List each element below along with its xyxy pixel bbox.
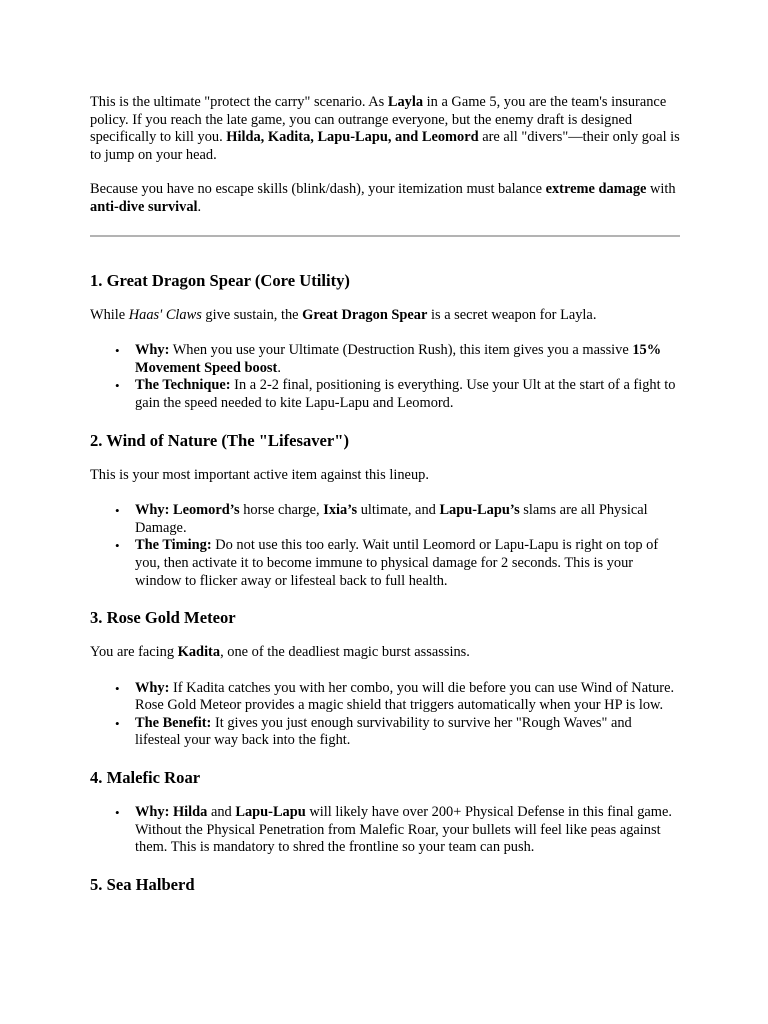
bullet-icon: • xyxy=(115,538,120,554)
bullet-list xyxy=(90,680,680,750)
bullet-icon: • xyxy=(115,378,120,394)
bullet-list xyxy=(90,502,680,590)
horizontal-divider xyxy=(90,235,680,237)
section-heading-malefic-roar: 4. Malefic Roar xyxy=(90,768,201,788)
article xyxy=(90,94,680,911)
bullet-icon: • xyxy=(115,503,120,519)
bullet-icon: • xyxy=(115,343,120,359)
section-lead: This is your most important active item against this lineup. xyxy=(90,466,429,483)
intro-paragraph-2: Because you have no escape skills (blink/dash), your itemization must balance extreme damage with anti-dive survival. xyxy=(90,181,676,215)
bullet-list xyxy=(90,804,680,857)
list-item: • Why: Leomord’s horse charge, Ixia’s ultimate, and Lapu-Lapu’s slams are all Physical Damage. xyxy=(115,502,648,536)
bullet-icon: • xyxy=(115,680,120,696)
section-heading-great-dragon-spear: 1. Great Dragon Spear (Core Utility) xyxy=(90,270,350,290)
list-item: • The Benefit: It gives you just enough survivability to survive her "Rough Waves" and lifesteal your way back into the fight. xyxy=(115,714,632,749)
section-heading-wind-of-nature: 2. Wind of Nature (The "Lifesaver") xyxy=(90,430,350,450)
section-lead: You are facing Kadita, one of the deadliest magic burst assassins. xyxy=(90,644,470,661)
list-item: • Why: When you use your Ultimate (Destruction Rush), this item gives you a massive 15% Movement Speed boost. xyxy=(115,342,662,376)
list-item: • Why: If Kadita catches you with her combo, you will die before you can use Wind of Nature. Rose Gold Meteor provides a magic shield that triggers automatically when your HP is low. xyxy=(115,679,675,714)
section-lead: While Haas' Claws give sustain, the Great Dragon Spear is a secret weapon for Layla. xyxy=(90,306,597,323)
intro-paragraph: This is the ultimate "protect the carry" scenario. As Layla in a Game 5, you are the team's insurance policy. If you reach the late game, you can outrange everyone, but the enemy draft is designed specifically to kill you. Hilda, Kadita, Lapu-Lapu, and Leomord are all "divers"—their only goal is to jump on your head. xyxy=(90,94,680,163)
list-item: • The Timing: Do not use this too early. Wait until Leomord or Lapu-Lapu is right on top of you, then activate it to become immune to physical damage for 2 seconds. This is your window to flicker away or lifesteal back to full health. xyxy=(115,537,659,589)
section-heading-rose-gold-meteor: 3. Rose Gold Meteor xyxy=(90,608,236,628)
section-heading-sea-halberd: 5. Sea Halberd xyxy=(90,874,195,894)
bullet-icon: • xyxy=(115,805,120,821)
bullet-list xyxy=(90,342,680,412)
bullet-icon: • xyxy=(115,715,120,731)
list-item: • The Technique: In a 2-2 final, positioning is everything. Use your Ult at the start of a fight to gain the speed needed to kite Lapu-Lapu and Leomord. xyxy=(115,377,676,411)
list-item: • Why: Hilda and Lapu-Lapu will likely have over 200+ Physical Defense in this final game. Without the Physical Penetration from Malefic Roar, your bullets will feel like peas against them. This is mandatory to shred the frontline so your team can push. xyxy=(115,804,672,856)
